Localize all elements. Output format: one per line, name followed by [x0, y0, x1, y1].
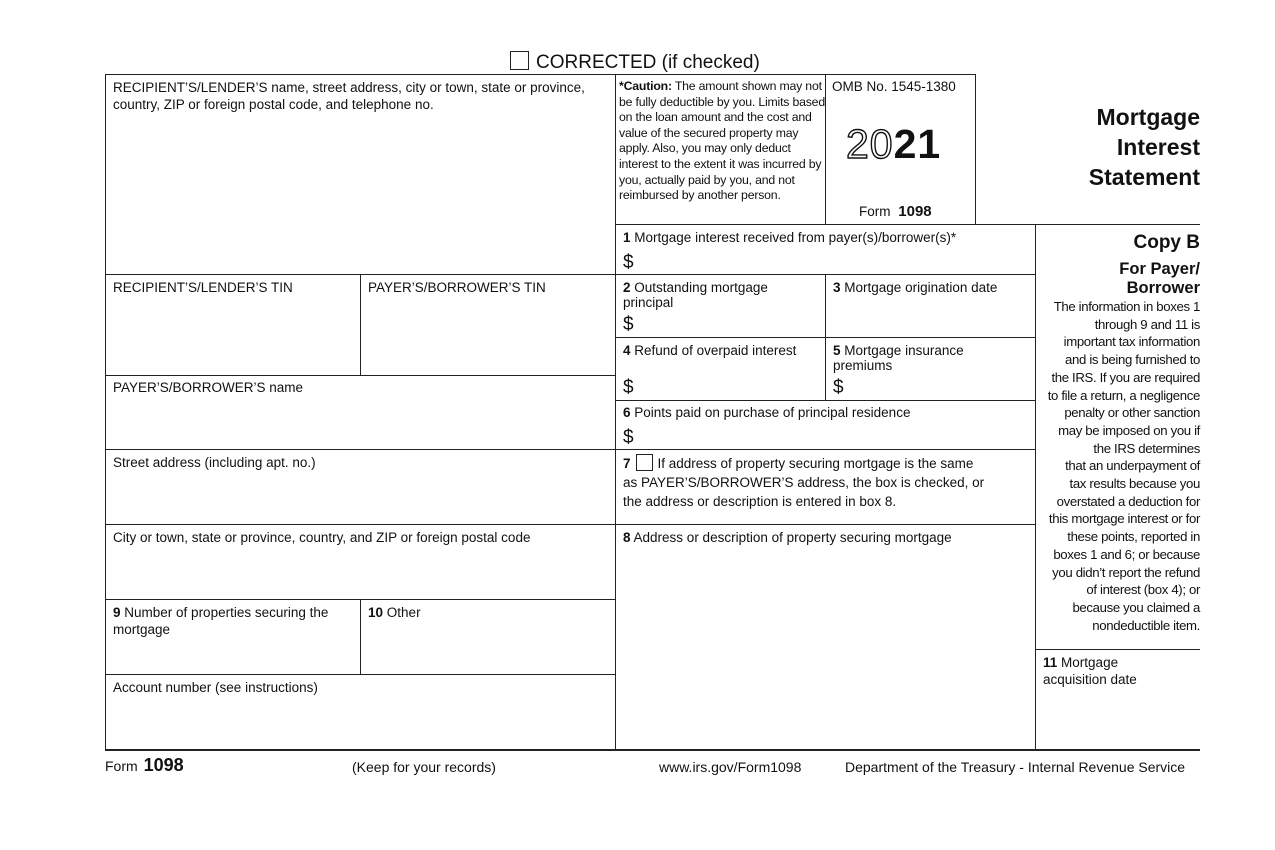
- left-border: [105, 74, 106, 750]
- box2-dollar[interactable]: $: [623, 314, 634, 335]
- copy-info-line: this mortgage interest or for: [1048, 511, 1200, 527]
- box5-label: [833, 343, 993, 373]
- box6-label: [623, 404, 910, 421]
- tax-year: [846, 121, 941, 168]
- caution-bold: *Caution:: [619, 79, 672, 93]
- box6-text: Points paid on purchase of principal residence: [634, 405, 911, 420]
- row-box11-top: [1035, 649, 1200, 650]
- box2-number: 2: [623, 280, 631, 295]
- copy-info-line: the IRS determines: [1093, 440, 1200, 456]
- copy-info-line: the IRS. If you are required: [1051, 369, 1200, 385]
- copy-info-line: penalty or other sanction: [1064, 405, 1200, 421]
- box9-number: 9: [113, 605, 121, 620]
- footer-form-label: Form: [105, 758, 138, 774]
- copy-for-line2: Borrower: [1126, 279, 1200, 297]
- box7-line1: If address of property securing mortgage is the same: [657, 456, 974, 471]
- footer-dept: Department of the Treasury - Internal Revenue Service: [845, 759, 1186, 775]
- box1-number: 1: [623, 230, 631, 245]
- box6-dollar[interactable]: $: [623, 427, 634, 448]
- form-title: [1000, 102, 1200, 192]
- box1-label: [623, 229, 956, 246]
- box7-line2: as PAYER’S/BORROWER’S address, the box is checked, or: [623, 475, 985, 490]
- row-street-top: [105, 449, 1035, 450]
- copy-for: [1040, 260, 1200, 298]
- payer-city-label: City or town, state or province, country, and ZIP or foreign postal code: [113, 530, 531, 545]
- caution-bottom: [615, 224, 1200, 225]
- copy-info-line: and is being furnished to: [1065, 352, 1200, 368]
- box10-label: [368, 604, 421, 621]
- corrected-header: [510, 51, 760, 74]
- box5-number: 5: [833, 343, 841, 358]
- recipient-name-label: RECIPIENT’S/LENDER’S name, street address, city or town, state or province, country, ZIP or foreign postal code, and telephone no.: [113, 80, 585, 112]
- recipient-tin-label: RECIPIENT’S/LENDER’S TIN: [113, 280, 293, 295]
- omb-number: OMB No. 1545-1380: [832, 79, 956, 94]
- box10-text: Other: [386, 605, 421, 620]
- box10-number: 10: [368, 605, 384, 620]
- copy-info-line: may be imposed on you if: [1058, 422, 1200, 438]
- copy-info-line: The information in boxes 1: [1053, 299, 1200, 314]
- account-label: Account number (see instructions): [113, 680, 318, 695]
- title-line2: Interest: [1116, 134, 1200, 160]
- copy-info-line: of interest (box 4); or: [1086, 582, 1200, 598]
- box4-number: 4: [623, 343, 631, 358]
- footer-form-id: [105, 755, 184, 776]
- box2-label: [623, 280, 813, 310]
- box4-dollar[interactable]: $: [623, 377, 634, 398]
- payer-tin-label: PAYER’S/BORROWER’S TIN: [368, 280, 546, 295]
- box11-line1: Mortgage: [1061, 655, 1119, 670]
- copy-info-line: important tax information: [1063, 334, 1200, 350]
- copy-info-line: boxes 1 and 6; or because: [1053, 546, 1200, 562]
- copy-info-line: these points, reported in: [1067, 529, 1200, 545]
- row-tin-top: [105, 274, 1035, 275]
- caution-text: [619, 79, 826, 204]
- box3-divider: [825, 274, 826, 400]
- copy-info-line: through 9 and 11 is: [1094, 316, 1200, 332]
- box1-dollar[interactable]: $: [623, 252, 634, 273]
- corrected-label: CORRECTED (if checked): [536, 52, 760, 73]
- box11-label: [1043, 654, 1137, 688]
- box8-number: 8: [623, 530, 631, 545]
- copy-info-line: overstated a deduction for: [1056, 493, 1200, 509]
- footer-keep: (Keep for your records): [352, 759, 496, 775]
- tax-year-prefix: 20: [846, 121, 894, 167]
- row-name-top: [105, 375, 615, 376]
- box11-line2: acquisition date: [1043, 672, 1137, 687]
- box7-checkbox[interactable]: [636, 454, 653, 471]
- copy-for-line1: For Payer/: [1119, 260, 1200, 278]
- footer-url[interactable]: www.irs.gov/Form1098: [659, 759, 802, 775]
- box4-label: [623, 343, 798, 358]
- caution-body: The amount shown may not be fully deductible by you. Limits based on the loan amount and the cost and value of the secured property may apply. Also, you may only deduct interest to the extent it was incurred by you, actually paid by you, and not reimbursed by another person.: [619, 79, 825, 203]
- tax-year-suffix: 21: [893, 121, 942, 167]
- tin-divider: [360, 274, 361, 375]
- box3-label: [833, 279, 997, 296]
- box9-divider: [360, 599, 361, 674]
- footer-form-number: 1098: [143, 755, 184, 775]
- copy-info: [1030, 298, 1200, 634]
- form-number: 1098: [898, 203, 932, 220]
- bottom-border: [105, 749, 1200, 751]
- box9-text: Number of properties securing the mortgage: [113, 605, 329, 637]
- row-box6-top: [615, 400, 1035, 401]
- box5-text: Mortgage insurance premiums: [833, 343, 964, 373]
- copy-info-line: tax results because you: [1069, 476, 1200, 492]
- row-account-top: [105, 674, 615, 675]
- form-label: Form: [859, 204, 891, 219]
- row-city-top: [105, 524, 1035, 525]
- copy-info-line: that an underpayment of: [1065, 458, 1200, 474]
- copy-info-line: nondeductible item.: [1092, 617, 1200, 633]
- copy-info-line: to file a return, a negligence: [1047, 387, 1200, 403]
- copy-title: Copy B: [1133, 232, 1200, 253]
- box9-label: [113, 604, 358, 638]
- omb-divider: [975, 74, 976, 224]
- box7-number: 7: [623, 456, 631, 471]
- box7-label: [623, 454, 984, 511]
- form-id: [859, 203, 932, 220]
- title-line1: Mortgage: [1096, 104, 1200, 130]
- box6-number: 6: [623, 405, 631, 420]
- copy-info-line: because you claimed a: [1072, 599, 1200, 615]
- box3-text: Mortgage origination date: [844, 280, 998, 295]
- center-divider: [615, 74, 616, 750]
- box1-text: Mortgage interest received from payer(s)/borrower(s)*: [634, 230, 957, 245]
- payer-street-label: Street address (including apt. no.): [113, 455, 316, 470]
- box3-number: 3: [833, 280, 841, 295]
- box4-text: Refund of overpaid interest: [634, 343, 797, 358]
- payer-name-label: PAYER’S/BORROWER’S name: [113, 380, 304, 395]
- copy-info-line: you didn’t report the refund: [1052, 564, 1200, 580]
- corrected-checkbox[interactable]: [510, 51, 529, 70]
- box8-text: Address or description of property securing mortgage: [633, 530, 952, 545]
- box2-text: Outstanding mortgage principal: [623, 280, 768, 310]
- box7-line3: the address or description is entered in box 8.: [623, 494, 897, 509]
- title-line3: Statement: [1088, 164, 1200, 190]
- top-border: [105, 74, 975, 75]
- box5-dollar[interactable]: $: [833, 377, 844, 398]
- box8-label: [623, 529, 952, 546]
- box11-number: 11: [1043, 655, 1058, 670]
